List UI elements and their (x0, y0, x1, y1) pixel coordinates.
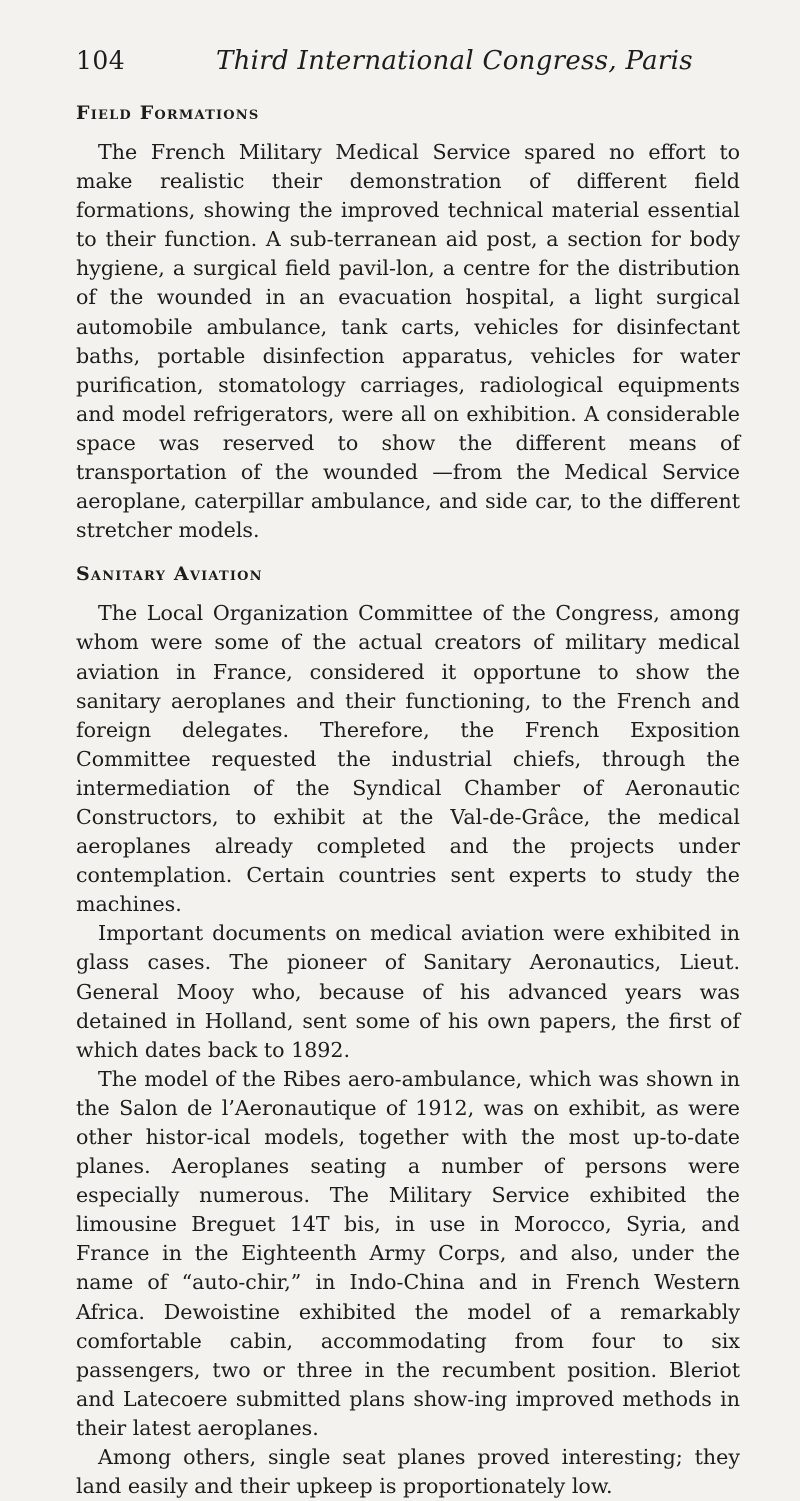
paragraph: The French Military Medical Service spared no effort to make realistic their demonstration of different field formations, showing the improved technical material essential to their function. A sub-terranean aid post, a section for body hygiene, a surgical field pavil-lon, a centre for the distribution of the wounded in an evacuation hospital, a light surgical automobile ambulance, tank carts, vehicles for disinfectant baths, portable disinfection apparatus, vehicles for water purification, stomatology carriages, radiological equipments and model refrigerators, were all on exhibition. A considerable space was reserved to show the different means of transportation of the wounded —from the Medical Service aeroplane, caterpillar ambulance, and side car, to the different stretcher models. (76, 140, 740, 543)
paragraph: The model of the Ribes aero-ambulance, which was shown in the Salon de l’Aeronautique of 1912, was on exhibit, as were other histor-ical models, together with the most up-to-date planes. Aeroplanes seating a number of persons were especially numerous. The Military Service exhibited the limousine Breguet 14T bis, in use in Morocco, Syria, and France in the Eighteenth Army Corps, and also, under the name of “auto-chir,” in Indo-China and in French Western Africa. Dewoistine exhibited the model of a remarkably comfortable cabin, accommodating from four to six passengers, two or three in the recumbent position. Bleriot and Latecoere submitted plans show-ing improved methods in their latest aeroplanes. (76, 1066, 740, 1440)
paragraph: Among others, single seat planes proved interesting; they land easily and their upkeep is proportionately low. (76, 1445, 740, 1499)
paragraph: Important documents on medical aviation were exhibited in glass cases. The pioneer of Sanitary Aeronautics, Lieut. General Mooy who, because of his advanced years was detained in Holland, sent some of his own papers, the first of which dates back to 1892. (76, 921, 740, 1062)
section-field-formations (76, 98, 740, 545)
section-sanitary-aviation (76, 559, 740, 1501)
paragraph: The Local Organization Committee of the Congress, among whom were some of the actual creators of military medical aviation in France, considered it opportune to show the sanitary aeroplanes and their functioning, to the French and foreign delegates. Therefore, the French Exposition Committee requested the industrial chiefs, through the intermediation of the Syndical Chamber of Aeronautic Constructors, to exhibit at the Val-de-Grâce, the medical aeroplanes already completed and the projects under contemplation. Certain countries sent experts to study the machines. (76, 601, 740, 917)
page-body (76, 98, 740, 1501)
running-title: Third International Congress, Paris (216, 46, 693, 76)
page-number: 104 (76, 46, 126, 75)
section-heading: Field Formations (76, 102, 260, 124)
running-head (76, 46, 738, 86)
section-heading: Sanitary Aviation (76, 563, 263, 586)
